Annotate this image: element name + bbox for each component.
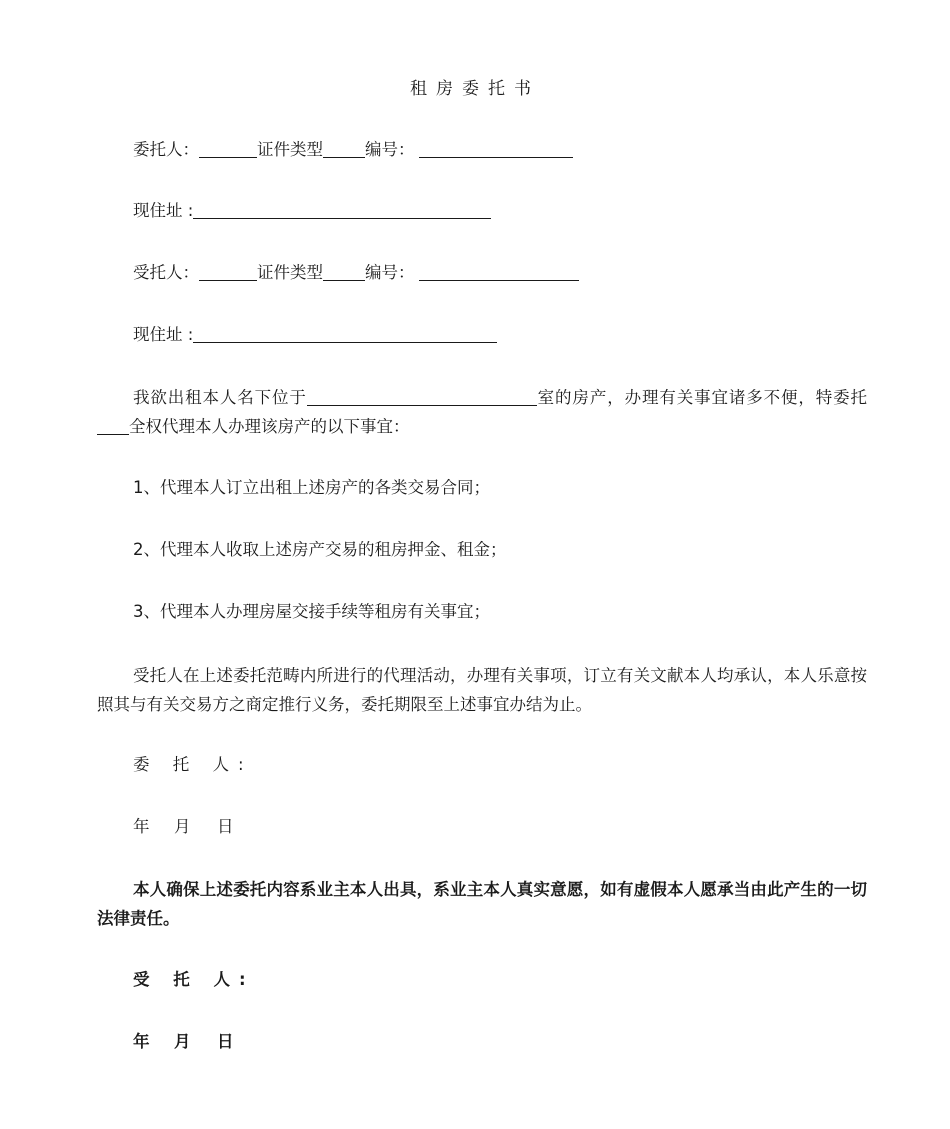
item-1: 1、代理本人订立出租上述房产的各类交易合同； (133, 478, 490, 497)
acknowledgement-paragraph: 受托人在上述委托范畴内所进行的代理活动，办理有关事项，订立有关文献本人均承认，本人乐意按照其与有关交易方之商定推行义务，委托期限至上述事宜办结为止。 (97, 666, 867, 714)
agent-name-blank[interactable] (199, 263, 257, 281)
intro-paragraph (97, 383, 867, 441)
intro-part2: 室的房产，办理有关事宜诸多不便，特委托 (536, 388, 868, 407)
intro-part3: 全权代理本人办理该房产的以下事宜： (129, 417, 410, 436)
item-3: 3、代理本人办理房屋交接手续等租房有关事宜； (133, 602, 490, 621)
principal-date-day: 日 (217, 817, 234, 836)
agent-label: 受托人： (133, 263, 199, 282)
principal-id-type-blank[interactable] (323, 140, 365, 158)
document-title: 租房委托书 (410, 79, 540, 99)
agent-number-label: 编号： (365, 263, 415, 282)
property-address-blank[interactable] (307, 388, 537, 406)
agent-date-month: 月 (174, 1032, 191, 1051)
agent-id-type-label: 证件类型 (257, 263, 323, 282)
agent-line (133, 260, 579, 286)
principal-signature-label: 委 托 人: (133, 755, 253, 774)
principal-address-blank[interactable] (193, 201, 491, 219)
principal-number-label: 编号： (365, 140, 415, 159)
principal-date-month: 月 (174, 817, 191, 836)
guarantee-paragraph: 本人确保上述委托内容系业主本人出具，系业主本人真实意愿，如有虚假本人愿承当由此产生的一切法律责任。 (97, 880, 867, 928)
agent-id-type-blank[interactable] (323, 263, 365, 281)
agent-date-day: 日 (217, 1032, 234, 1051)
principal-label: 委托人： (133, 140, 199, 159)
principal-date-year: 年 (133, 817, 150, 836)
principal-address-label: 现住址 : (133, 201, 194, 220)
principal-address-line (133, 198, 491, 224)
principal-number-blank[interactable] (419, 140, 573, 158)
agent-address-line (133, 322, 497, 348)
agent-date (133, 1029, 234, 1055)
agent-signature-label: 受 托 人: (133, 970, 255, 989)
principal-id-type-label: 证件类型 (257, 140, 323, 159)
agent-address-label: 现住址 : (133, 325, 194, 344)
intro-part1: 我欲出租本人名下位于 (133, 388, 307, 407)
agent-number-blank[interactable] (419, 263, 579, 281)
agent-address-blank[interactable] (193, 325, 497, 343)
principal-name-blank[interactable] (199, 140, 257, 158)
agent-name-inline-blank[interactable] (97, 417, 129, 435)
agent-date-year: 年 (133, 1032, 150, 1051)
principal-date (133, 814, 234, 840)
item-2: 2、代理本人收取上述房产交易的租房押金、租金； (133, 540, 507, 559)
principal-line (133, 137, 573, 163)
